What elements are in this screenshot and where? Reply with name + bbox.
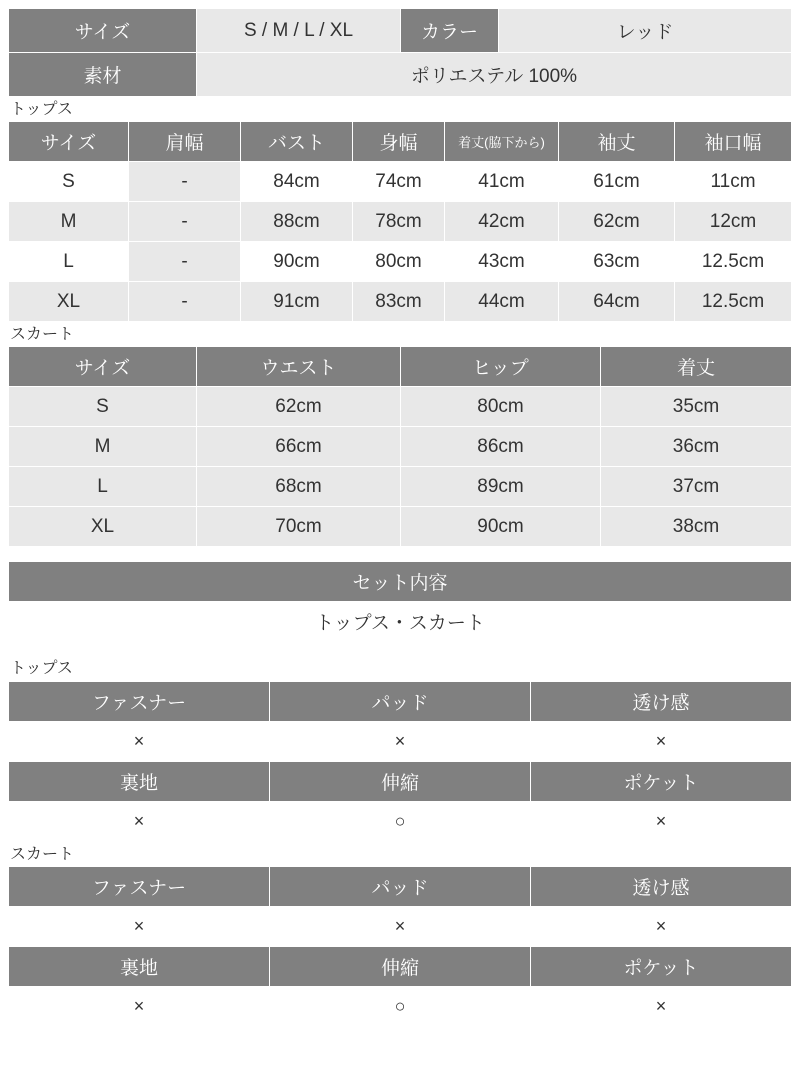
tops-cell: M [9, 202, 129, 242]
table-header-row [9, 946, 792, 986]
tops-cell: 80cm [353, 242, 445, 282]
skirt-spec-section-label: スカート [10, 845, 75, 863]
skirt-header-cell: サイズ [9, 347, 197, 387]
tops-header-cell: サイズ [9, 122, 129, 162]
tops-cell: S [9, 162, 129, 202]
tops-spec-header-cell: ファスナー [9, 681, 270, 721]
tops-size-table [8, 121, 792, 322]
skirt-cell: 66cm [197, 427, 401, 467]
skirt-spec-value: × [9, 986, 270, 1026]
skirt-cell: 68cm [197, 467, 401, 507]
skirt-cell: XL [9, 507, 197, 547]
skirt-header-cell: ウエスト [197, 347, 401, 387]
tops-spec-header-cell: ポケット [531, 761, 792, 801]
tops-cell: - [129, 242, 241, 282]
skirt-cell: 37cm [601, 467, 792, 507]
tops-header-cell: 身幅 [353, 122, 445, 162]
table-row [9, 9, 792, 53]
tops-cell: XL [9, 282, 129, 322]
tops-spec-table [8, 681, 792, 842]
meta-size-label: サイズ [9, 9, 197, 53]
meta-color-label: カラー [401, 9, 499, 53]
tops-spec-header-cell: パッド [270, 681, 531, 721]
table-row [9, 507, 792, 547]
table-row [9, 202, 792, 242]
table-row [9, 282, 792, 322]
skirt-cell: 36cm [601, 427, 792, 467]
skirt-section-label: スカート [10, 326, 75, 344]
tops-spec-header-cell: 裏地 [9, 761, 270, 801]
tops-cell: 63cm [559, 242, 675, 282]
tops-cell: 43cm [445, 242, 559, 282]
tops-cell: - [129, 282, 241, 322]
tops-cell: 42cm [445, 202, 559, 242]
tops-cell: L [9, 242, 129, 282]
table-row [9, 906, 792, 946]
tops-cell: 11cm [675, 162, 792, 202]
meta-material-label: 素材 [9, 53, 197, 97]
table-row [9, 721, 792, 761]
table-row [9, 467, 792, 507]
tops-cell: 12.5cm [675, 242, 792, 282]
meta-color-value: レッド [499, 9, 792, 53]
tops-cell: 90cm [241, 242, 353, 282]
skirt-spec-header-cell: ファスナー [9, 866, 270, 906]
skirt-size-table [8, 346, 792, 547]
table-header-row [9, 866, 792, 906]
tops-spec-value: × [531, 721, 792, 761]
skirt-cell: 70cm [197, 507, 401, 547]
table-header-row [9, 761, 792, 801]
skirt-cell: M [9, 427, 197, 467]
skirt-spec-header-cell: 伸縮 [270, 946, 531, 986]
skirt-cell: L [9, 467, 197, 507]
meta-size-value: S / M / L / XL [197, 9, 401, 53]
tops-cell: 88cm [241, 202, 353, 242]
tops-spec-header-cell: 透け感 [531, 681, 792, 721]
table-row [9, 242, 792, 282]
tops-cell: 12.5cm [675, 282, 792, 322]
tops-cell: 91cm [241, 282, 353, 322]
tops-cell: 84cm [241, 162, 353, 202]
table-row [9, 162, 792, 202]
tops-spec-value: ○ [270, 801, 531, 841]
table-row [9, 387, 792, 427]
tops-cell: 74cm [353, 162, 445, 202]
skirt-header-cell: ヒップ [401, 347, 601, 387]
tops-cell: 78cm [353, 202, 445, 242]
tops-spec-header-cell: 伸縮 [270, 761, 531, 801]
skirt-cell: 38cm [601, 507, 792, 547]
tops-header-cell: 袖丈 [559, 122, 675, 162]
table-row [9, 801, 792, 841]
skirt-spec-table [8, 866, 792, 1027]
table-row [9, 602, 792, 642]
set-contents-title: セット内容 [9, 562, 792, 602]
tops-spec-value: × [9, 801, 270, 841]
skirt-cell: 80cm [401, 387, 601, 427]
tops-cell: 44cm [445, 282, 559, 322]
tops-cell: - [129, 202, 241, 242]
skirt-spec-value: × [9, 906, 270, 946]
tops-cell: - [129, 162, 241, 202]
skirt-cell: 86cm [401, 427, 601, 467]
skirt-spec-header-cell: 透け感 [531, 866, 792, 906]
table-row [9, 53, 792, 97]
skirt-spec-value: × [270, 906, 531, 946]
tops-cell: 12cm [675, 202, 792, 242]
table-row [9, 427, 792, 467]
tops-spec-value: × [9, 721, 270, 761]
table-header-row [9, 562, 792, 602]
table-header-row [9, 347, 792, 387]
skirt-spec-value: × [531, 906, 792, 946]
tops-cell: 41cm [445, 162, 559, 202]
set-contents-value: トップス・スカート [9, 602, 792, 642]
tops-header-cell: 肩幅 [129, 122, 241, 162]
tops-cell: 64cm [559, 282, 675, 322]
table-header-row [9, 681, 792, 721]
tops-spec-value: × [531, 801, 792, 841]
skirt-cell: S [9, 387, 197, 427]
skirt-spec-value: × [531, 986, 792, 1026]
skirt-spec-header-cell: 裏地 [9, 946, 270, 986]
spacer [8, 547, 792, 561]
tops-spec-value: × [270, 721, 531, 761]
meta-material-value: ポリエステル 100% [197, 53, 792, 97]
tops-header-cell: 着丈(脇下から) [445, 122, 559, 162]
skirt-cell: 89cm [401, 467, 601, 507]
spacer [8, 642, 792, 656]
tops-header-cell: バスト [241, 122, 353, 162]
skirt-spec-header-cell: ポケット [531, 946, 792, 986]
skirt-cell: 90cm [401, 507, 601, 547]
tops-header-cell: 袖口幅 [675, 122, 792, 162]
table-header-row [9, 122, 792, 162]
tops-cell: 83cm [353, 282, 445, 322]
tops-cell: 61cm [559, 162, 675, 202]
tops-spec-section-label: トップス [10, 660, 73, 678]
skirt-spec-value: ○ [270, 986, 531, 1026]
table-row [9, 986, 792, 1026]
tops-cell: 62cm [559, 202, 675, 242]
skirt-cell: 35cm [601, 387, 792, 427]
product-meta-table [8, 8, 792, 97]
set-contents-table [8, 561, 792, 642]
tops-section-label: トップス [10, 101, 73, 118]
skirt-header-cell: 着丈 [601, 347, 792, 387]
skirt-cell: 62cm [197, 387, 401, 427]
skirt-spec-header-cell: パッド [270, 866, 531, 906]
